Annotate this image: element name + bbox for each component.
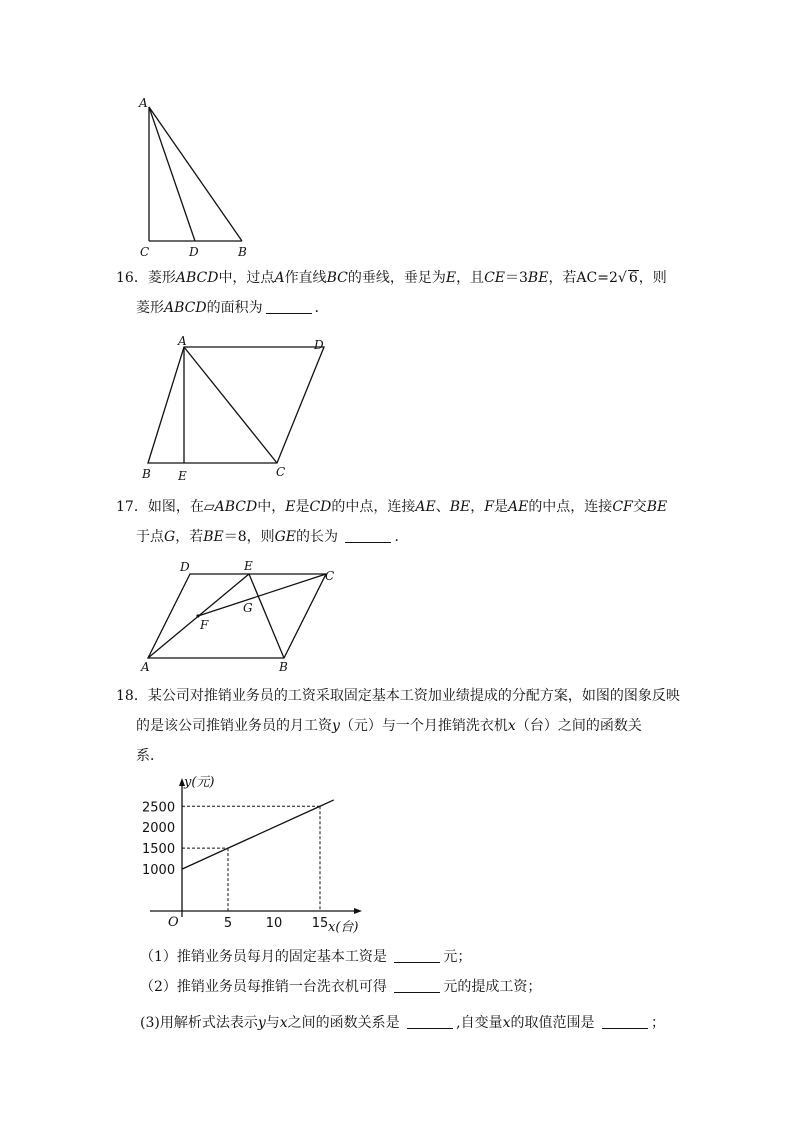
figure-17-svg [138,558,348,676]
sqrt-radicand: 6 [628,270,638,286]
answer-blank-18-1[interactable] [394,948,440,963]
x-axis-arrow [354,908,362,914]
segment-ad [149,107,195,241]
series-line-y [182,800,334,869]
rhombus-abcd [148,347,324,463]
question-16 [116,263,686,323]
label-a: A [141,660,150,674]
x-tick-label-15: 15 [311,916,329,931]
question-18 [116,681,686,771]
x-tick-label-5: 5 [223,916,233,931]
answer-blank-16[interactable] [266,299,312,314]
segment-cf [198,574,326,616]
answer-blank-18-2[interactable] [394,978,440,993]
question-18-sub-3: (3)用解析式法表示y与x之间的函数关系是 ,自变量x的取值范围是 ； [140,1015,665,1031]
question-16-line-1: 16．菱形ABCD中，过点A作直线BC的垂线，垂足为E，且CE＝3BE，若AC=2√ 6，则 [116,270,667,286]
x-tick-label-10: 10 [265,916,283,931]
question-17-line-1: 17．如图，在▱ABCD中，E是CD的中点，连接AE、BE，F是AE的中点，连接CF交BE [116,499,668,515]
segment-ab [149,107,242,241]
segment-ac [184,347,277,463]
y-tick-label-2500: 2500 [142,800,176,816]
label-a: A [139,96,148,110]
origin-label: O [168,915,179,930]
chart-18 [140,770,380,940]
label-g: G [243,601,253,615]
label-f: F [200,618,209,632]
question-18-line-3: 系． [136,748,164,764]
figure-15 [130,95,260,260]
segment-eb [249,574,284,658]
answer-blank-17[interactable] [345,528,391,543]
answer-blank-18-4[interactable] [602,1014,648,1029]
question-18-line-1: 18．某公司对推销业务员的工资采取固定基本工资加业绩提成的分配方案，如图的图象反映 [116,688,680,704]
question-16-line-2: 菱形ABCD的面积为 ． [136,300,329,316]
label-e: E [178,469,187,483]
chart-18-svg [140,770,380,940]
question-17-line-2: 于点G，若BE＝8，则GE的长为 ． [136,529,409,545]
figure-17 [138,558,348,676]
label-a: A [178,334,187,348]
question-18-sub-2: （2）推销业务员每推销一台洗衣机可得 元的提成工资； [140,979,542,995]
figure-16 [136,332,336,484]
y-tick-label-1500: 1500 [142,842,176,858]
y-axis-label: y(元) [184,775,215,790]
label-c: C [140,245,150,259]
figure-16-svg [136,332,336,484]
label-c: C [276,465,286,479]
label-e: E [244,559,253,573]
label-d: D [314,338,324,352]
label-b: B [279,660,288,674]
label-d: D [180,560,190,574]
parallelogram-abcd [148,574,326,658]
figure-15-svg [130,95,260,260]
label-b: B [142,467,151,481]
label-d: D [189,245,199,259]
question-18-sub-1: （1）推销业务员每月的固定基本工资是 元； [140,949,472,965]
y-tick-label-1000: 1000 [142,863,176,879]
x-axis-label: x(台) [328,920,359,935]
answer-blank-18-3[interactable] [407,1014,453,1029]
question-18-line-2: 的是该公司推销业务员的月工资y（元）与一个月推销洗衣机x（台）之间的函数关 [136,718,642,734]
question-17 [116,492,686,552]
y-tick-label-2000: 2000 [142,821,176,837]
label-b: B [238,245,247,259]
label-c: C [325,569,335,583]
sqrt-symbol: √ [617,270,627,286]
